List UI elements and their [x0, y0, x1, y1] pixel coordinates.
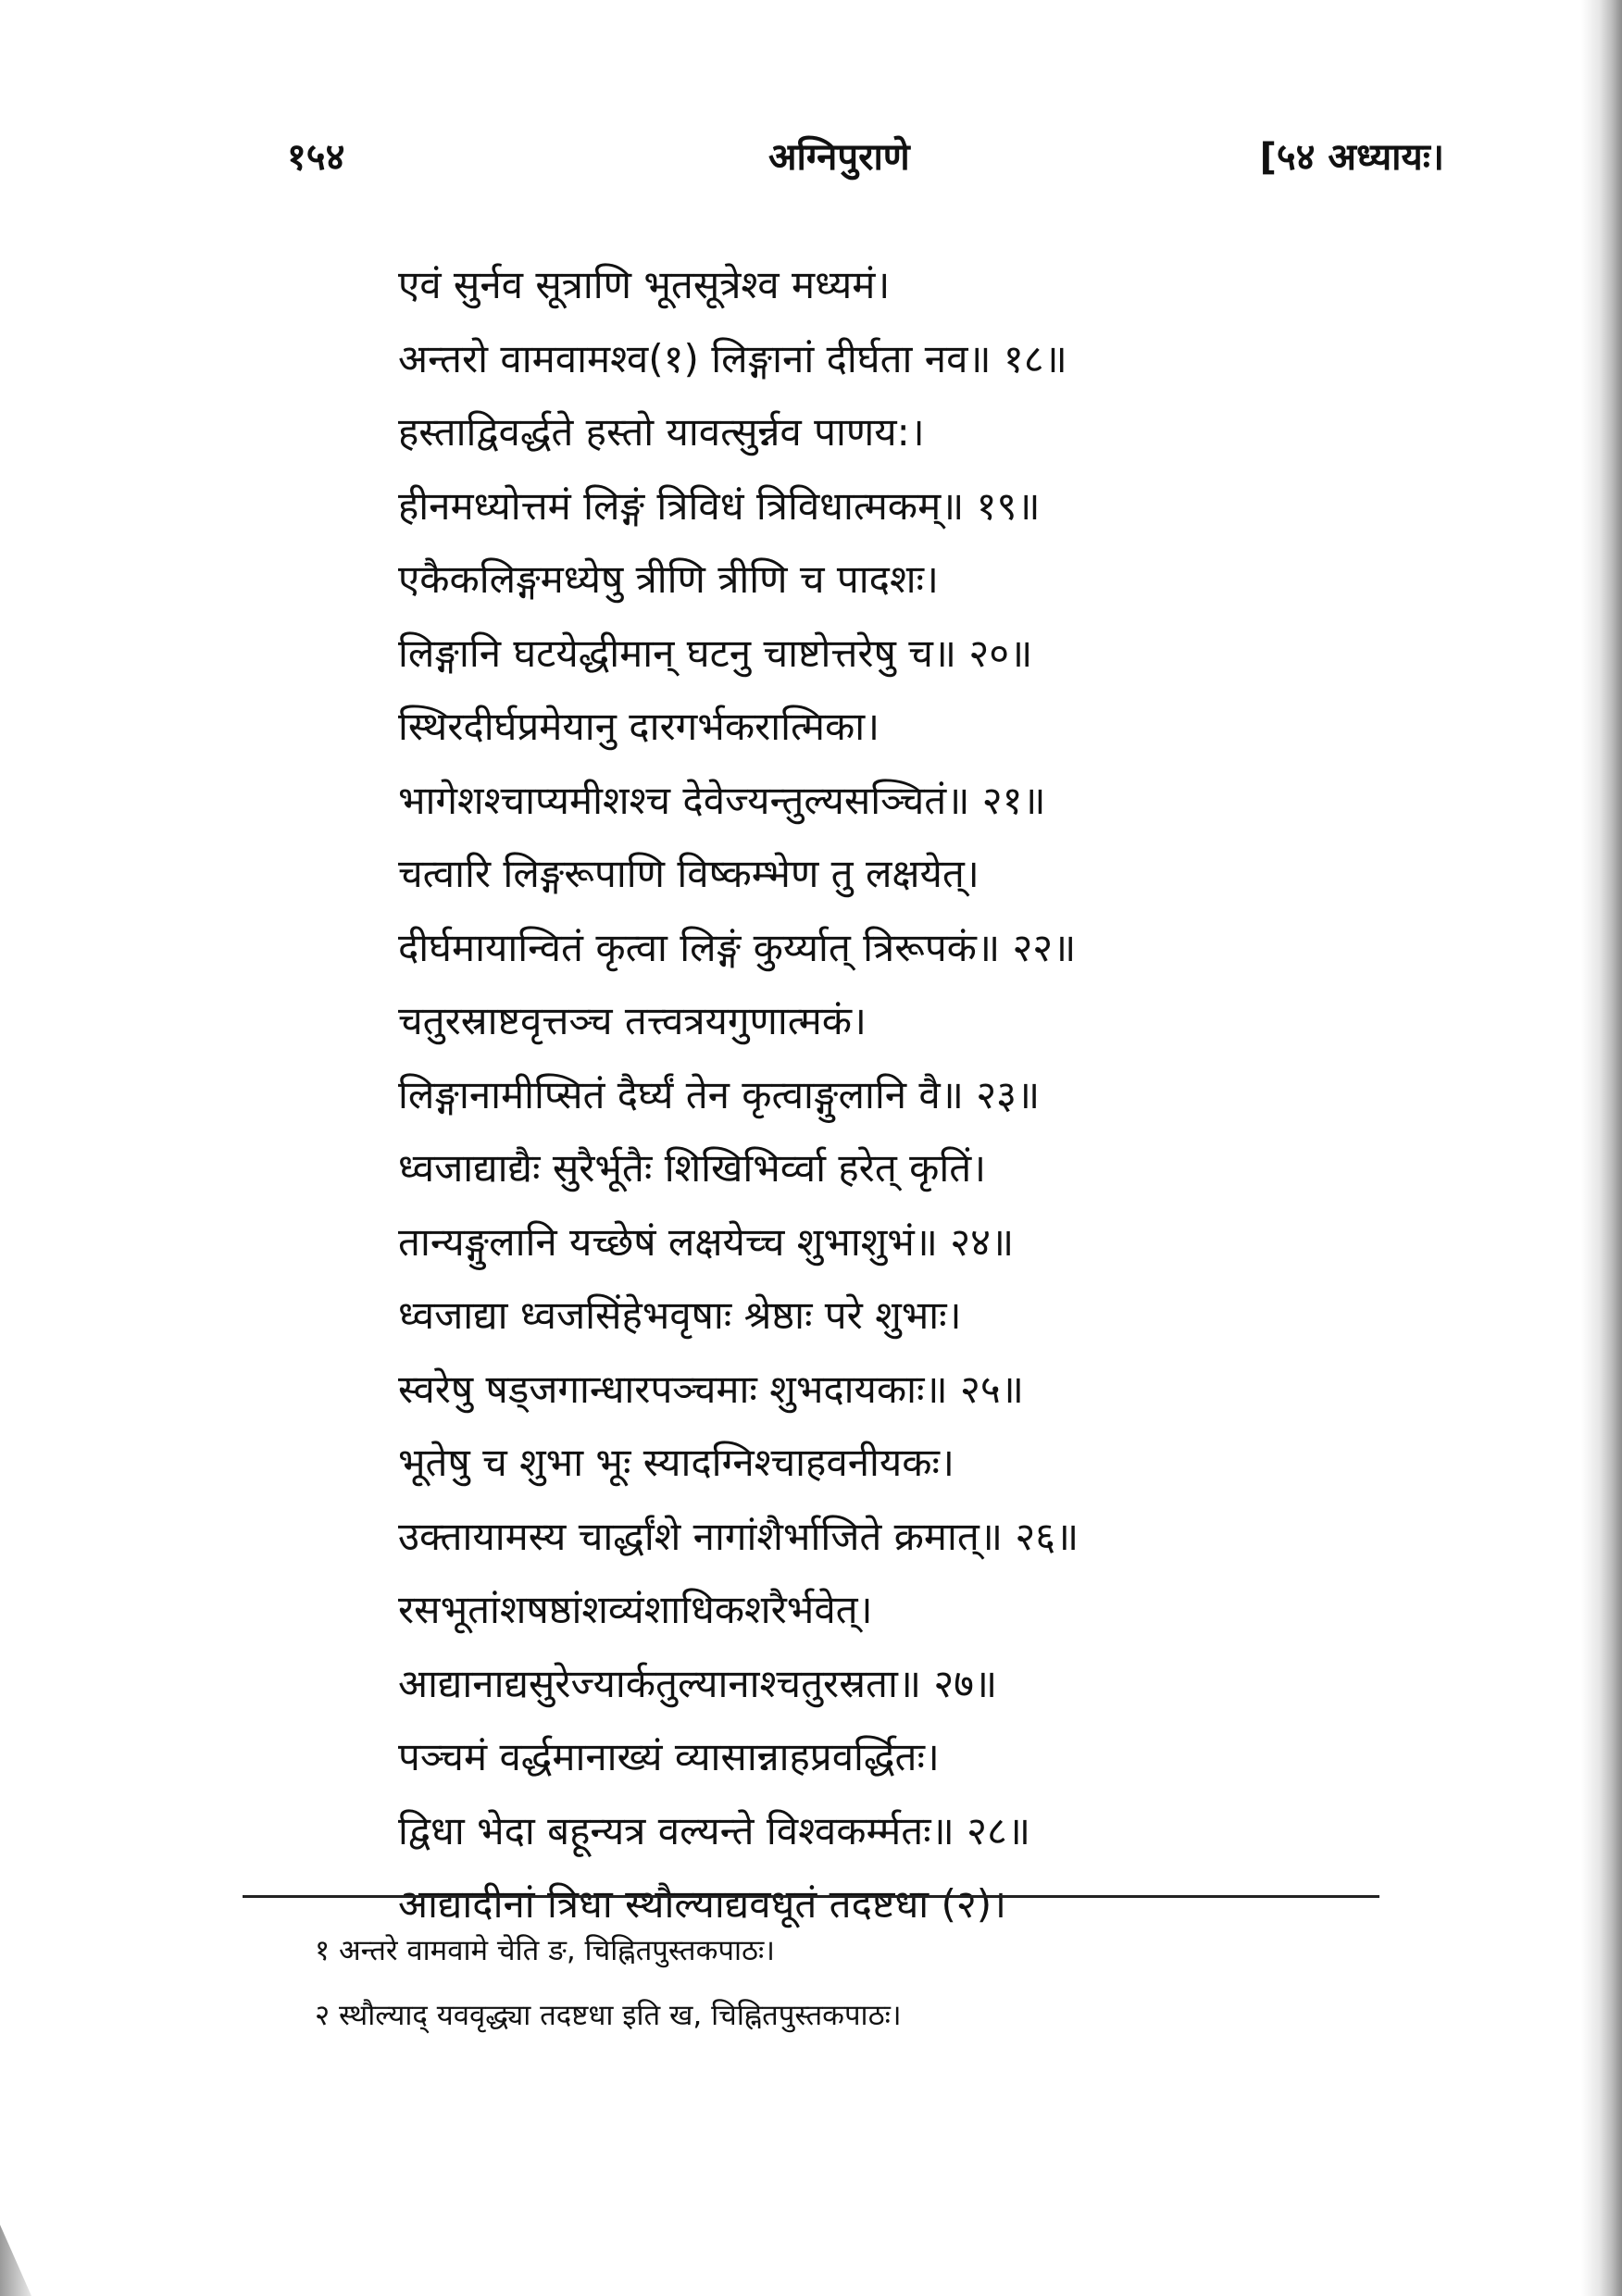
page-header — [287, 130, 1444, 185]
footnotes — [315, 1918, 1333, 2048]
verse-line: हस्ताद्विवर्द्धते हस्तो यावत्सुर्न्नव पाणय:। — [398, 409, 925, 455]
page-number: १५४ — [287, 136, 345, 179]
verse-line: चतुरस्राष्टवृत्तञ्च तत्त्वत्रयगुणात्मकं। — [398, 998, 867, 1043]
verse-text-block — [398, 248, 1324, 1941]
verse-line: दीर्घमायान्वितं कृत्वा लिङ्गं कुर्य्यात् त्रिरूपकं॥ २२॥ — [398, 924, 1077, 970]
footnote-divider — [243, 1895, 1379, 1898]
verse-line: लिङ्गानि घटयेद्धीमान् घटनु चाष्टोत्तरेषु च॥ २०॥ — [398, 630, 1033, 676]
verse-line: आद्यादीनां त्रिधा स्थौल्याद्यवधूतं तदष्टधा (२)। — [398, 1881, 1007, 1927]
verse-line: तान्यङ्गुलानि यच्छेषं लक्षयेच्च शुभाशुभं॥ २४॥ — [398, 1218, 1015, 1265]
page-edge-shadow — [1581, 0, 1622, 2296]
verse-line: रसभूतांशषष्ठांशव्यंशाधिकशरैर्भवेत्। — [398, 1587, 873, 1632]
verse-line: स्थिरदीर्घप्रमेयानु दारगर्भकरात्मिका। — [398, 704, 880, 749]
chapter-label: [५४ अध्यायः। — [1259, 136, 1444, 179]
verse-line: आद्यानाद्यसुरेज्यार्कतुल्यानाश्चतुरस्रता॥ २७॥ — [398, 1660, 998, 1706]
verse-line: ध्वजाद्याद्यैः सुरैर्भूतैः शिखिभिर्व्वा हरेत् कृतिं। — [398, 1145, 987, 1191]
verse-line: भागेशश्चाप्यमीशश्च देवेज्यन्तुल्यसञ्चितं॥ २१॥ — [398, 777, 1046, 823]
running-title: अग्निपुराणे — [768, 136, 910, 179]
footnote: २ स्थौल्याद् यववृद्ध्या तदष्टधा इति ख, चिह्नितपुस्तकपाठः। — [315, 1999, 902, 2032]
verse-line: भूतेषु च शुभा भूः स्यादग्निश्चाहवनीयकः। — [398, 1440, 954, 1485]
verse-line: ध्वजाद्या ध्वजसिंहेभवृषाः श्रेष्ठाः परे शुभाः। — [398, 1292, 962, 1338]
verse-line: उक्तायामस्य चार्द्धांशे नागांशैर्भाजिते क्रमात्॥ २६॥ — [398, 1513, 1079, 1559]
verse-line: एकैकलिङ्गमध्येषु त्रीणि त्रीणि च पादशः। — [398, 556, 939, 602]
verse-line: चत्वारि लिङ्गरूपाणि विष्कम्भेण तु लक्षयेत्। — [398, 851, 979, 896]
verse-line: लिङ्गानामीप्सितं दैर्घ्यं तेन कृत्वाङ्गुलानि वै॥ २३॥ — [398, 1071, 1041, 1117]
verse-line: पञ्चमं वर्द्धमानाख्यं व्यासान्नाहप्रवर्द्धितः। — [398, 1734, 940, 1779]
verse-line: एवं सुर्नव सूत्राणि भूतसूत्रेश्व मध्यमं। — [398, 262, 891, 307]
verse-line: अन्तरो वामवामश्व(१) लिङ्गानां दीर्घता नव॥ १८॥ — [398, 335, 1067, 381]
verse-line: हीनमध्योत्तमं लिङ्गं त्रिविधं त्रिविधात्मकम्॥ १९॥ — [398, 482, 1041, 529]
verse-line: स्वरेषु षड्जगान्धारपञ्चमाः शुभदायकाः॥ २५॥ — [398, 1366, 1024, 1412]
footnote: १ अन्तरे वामवामे चेति ङ, चिह्नितपुस्तकपाठः। — [315, 1934, 776, 1967]
verse-line: द्विधा भेदा बहून्यत्र वल्यन्ते विश्वकर्म्मतः॥ २८॥ — [398, 1807, 1030, 1853]
scan-corner-mark — [0, 2194, 31, 2296]
